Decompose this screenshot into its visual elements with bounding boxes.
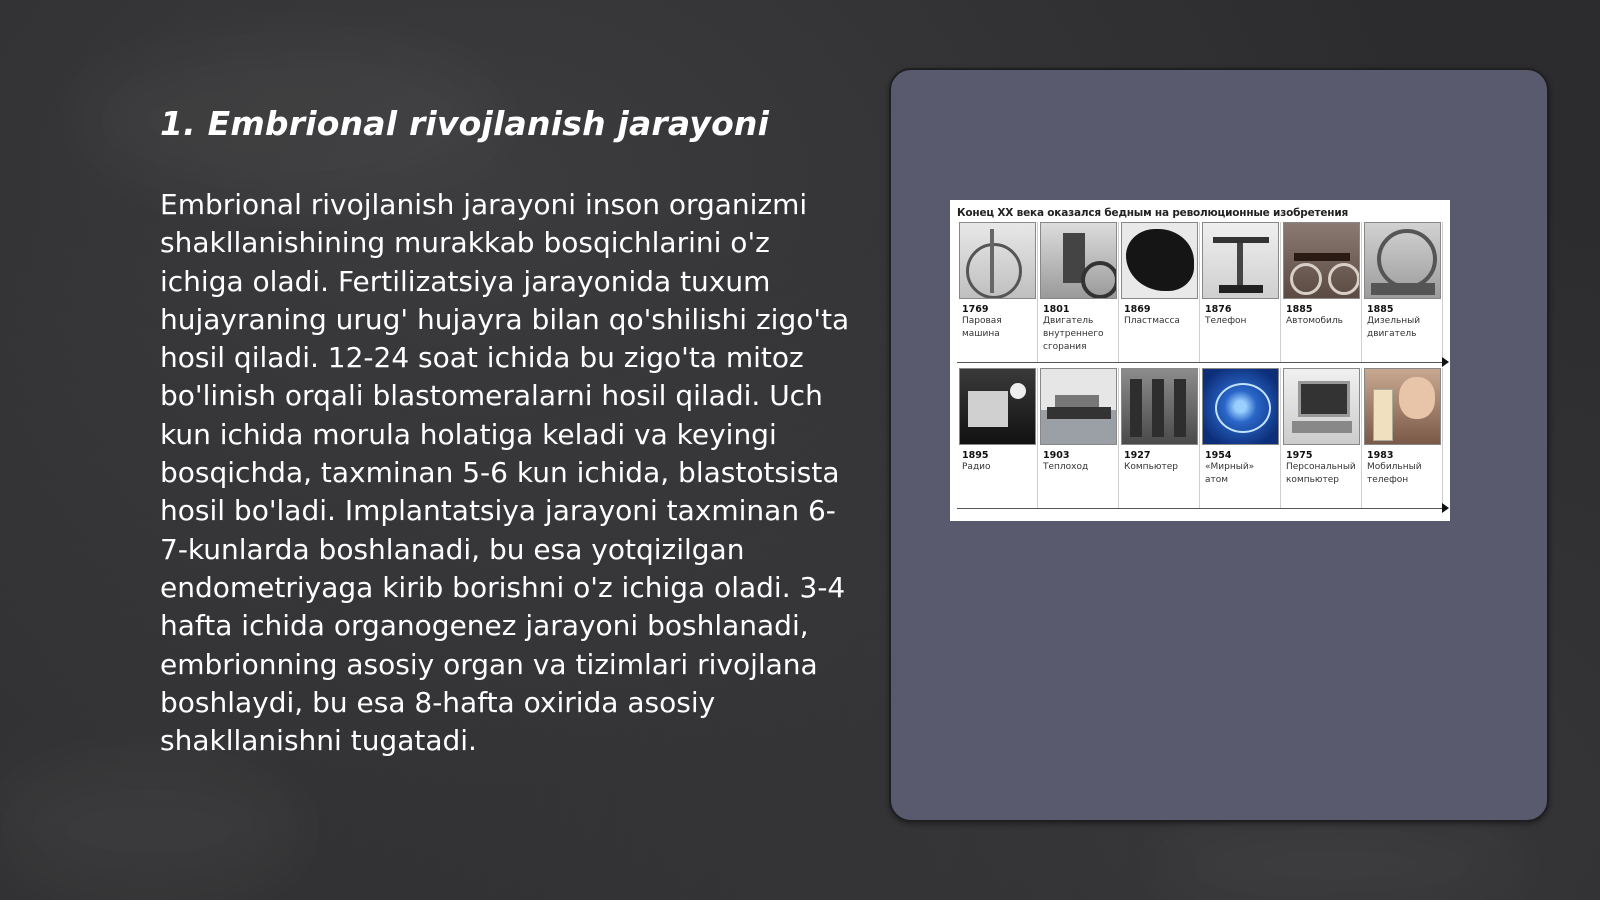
timeline-cell: [1362, 368, 1443, 508]
inventions-infographic: [950, 200, 1450, 521]
timeline-caption: Паровая машина: [962, 316, 1002, 339]
diesel-engine-image: [1364, 222, 1441, 299]
timeline-caption: «Мирный» атом: [1205, 462, 1255, 485]
timeline-year: 1975: [1286, 450, 1313, 461]
timeline-cell: [1362, 222, 1443, 362]
timeline-year: 1769: [962, 304, 989, 315]
chalk-smudge: [1150, 820, 1530, 900]
timeline-year: 1927: [1124, 450, 1151, 461]
timeline-row-2: [957, 368, 1442, 509]
timeline-cell: [1200, 368, 1281, 508]
motor-ship-image: [1040, 368, 1117, 445]
timeline-caption: Радио: [962, 462, 991, 472]
timeline-cell: [1038, 222, 1119, 362]
timeline-year: 1903: [1043, 450, 1070, 461]
timeline-caption: Пластмасса: [1124, 316, 1180, 326]
timeline-row-1: [957, 222, 1442, 363]
timeline-caption: Компьютер: [1124, 462, 1178, 472]
steam-engine-image: [959, 222, 1036, 299]
timeline-year: 1954: [1205, 450, 1232, 461]
personal-computer-image: [1283, 368, 1360, 445]
timeline-year: 1885: [1367, 304, 1394, 315]
atom-image: [1202, 368, 1279, 445]
timeline-year: 1983: [1367, 450, 1394, 461]
timeline-cell: [1038, 368, 1119, 508]
timeline-year: 1876: [1205, 304, 1232, 315]
timeline-cell: [1200, 222, 1281, 362]
timeline-caption: Персональный компьютер: [1286, 462, 1356, 485]
timeline-cell: [1281, 222, 1362, 362]
combustion-engine-image: [1040, 222, 1117, 299]
plastic-image: [1121, 222, 1198, 299]
radio-image: [959, 368, 1036, 445]
timeline-arrow-icon: [1442, 503, 1449, 513]
timeline-caption: Теплоход: [1043, 462, 1089, 472]
mobile-phone-image: [1364, 368, 1441, 445]
timeline-caption: Автомобиль: [1286, 316, 1343, 326]
timeline-year: 1885: [1286, 304, 1313, 315]
timeline-caption: Дизельный двигатель: [1367, 316, 1421, 339]
timeline-cell: [1119, 222, 1200, 362]
timeline-caption: Мобильный телефон: [1367, 462, 1422, 485]
timeline-caption: Двигатель внутреннего сгорания: [1043, 316, 1104, 352]
timeline-year: 1801: [1043, 304, 1070, 315]
timeline-cell: [1281, 368, 1362, 508]
computer-image: [1121, 368, 1198, 445]
timeline-caption: Телефон: [1205, 316, 1247, 326]
timeline-year: 1895: [962, 450, 989, 461]
timeline-year: 1869: [1124, 304, 1151, 315]
telephone-image: [1202, 222, 1279, 299]
chalk-smudge: [0, 760, 300, 900]
timeline-cell: [1119, 368, 1200, 508]
timeline-cell: [957, 368, 1038, 508]
automobile-image: [1283, 222, 1360, 299]
slide-title: 1. Embrional rivojlanish jarayoni: [160, 104, 770, 143]
timeline-cell: [957, 222, 1038, 362]
slide-paragraph: Embrional rivojlanish jarayoni inson organizmi shakllanishining murakkab bosqichlarini o'z ichiga oladi. Fertilizatsiya jarayonida tuxum hujayraning urug' hujayra bilan qo'shilishi zigo'ta hosil qiladi. 12-24 soat ichida bu zigo'ta mitoz bo'linish orqali blastomeralarni hosil qiladi. Uch kun ichida morula holatiga keladi va keyingi bosqichda, taxminan 5-6 kun ichida, blastotsista hosil bo'ladi. Implantatsiya jarayoni taxminan 6-7-kunlarda boshlanadi, bu esa yotqizilgan endometriyaga kirib borishni o'z ichiga oladi. 3-4 hafta ichida organogenez jarayoni boshlanadi, embrionning asosiy organ va tizimlari rivojlana boshlaydi, bu esa 8-hafta oxirida asosiy shakllanishni tugatadi.: [160, 188, 850, 758]
infographic-title: Конец XX века оказался бедным на революционные изобретения: [957, 207, 1349, 219]
timeline-arrow-icon: [1442, 357, 1449, 367]
